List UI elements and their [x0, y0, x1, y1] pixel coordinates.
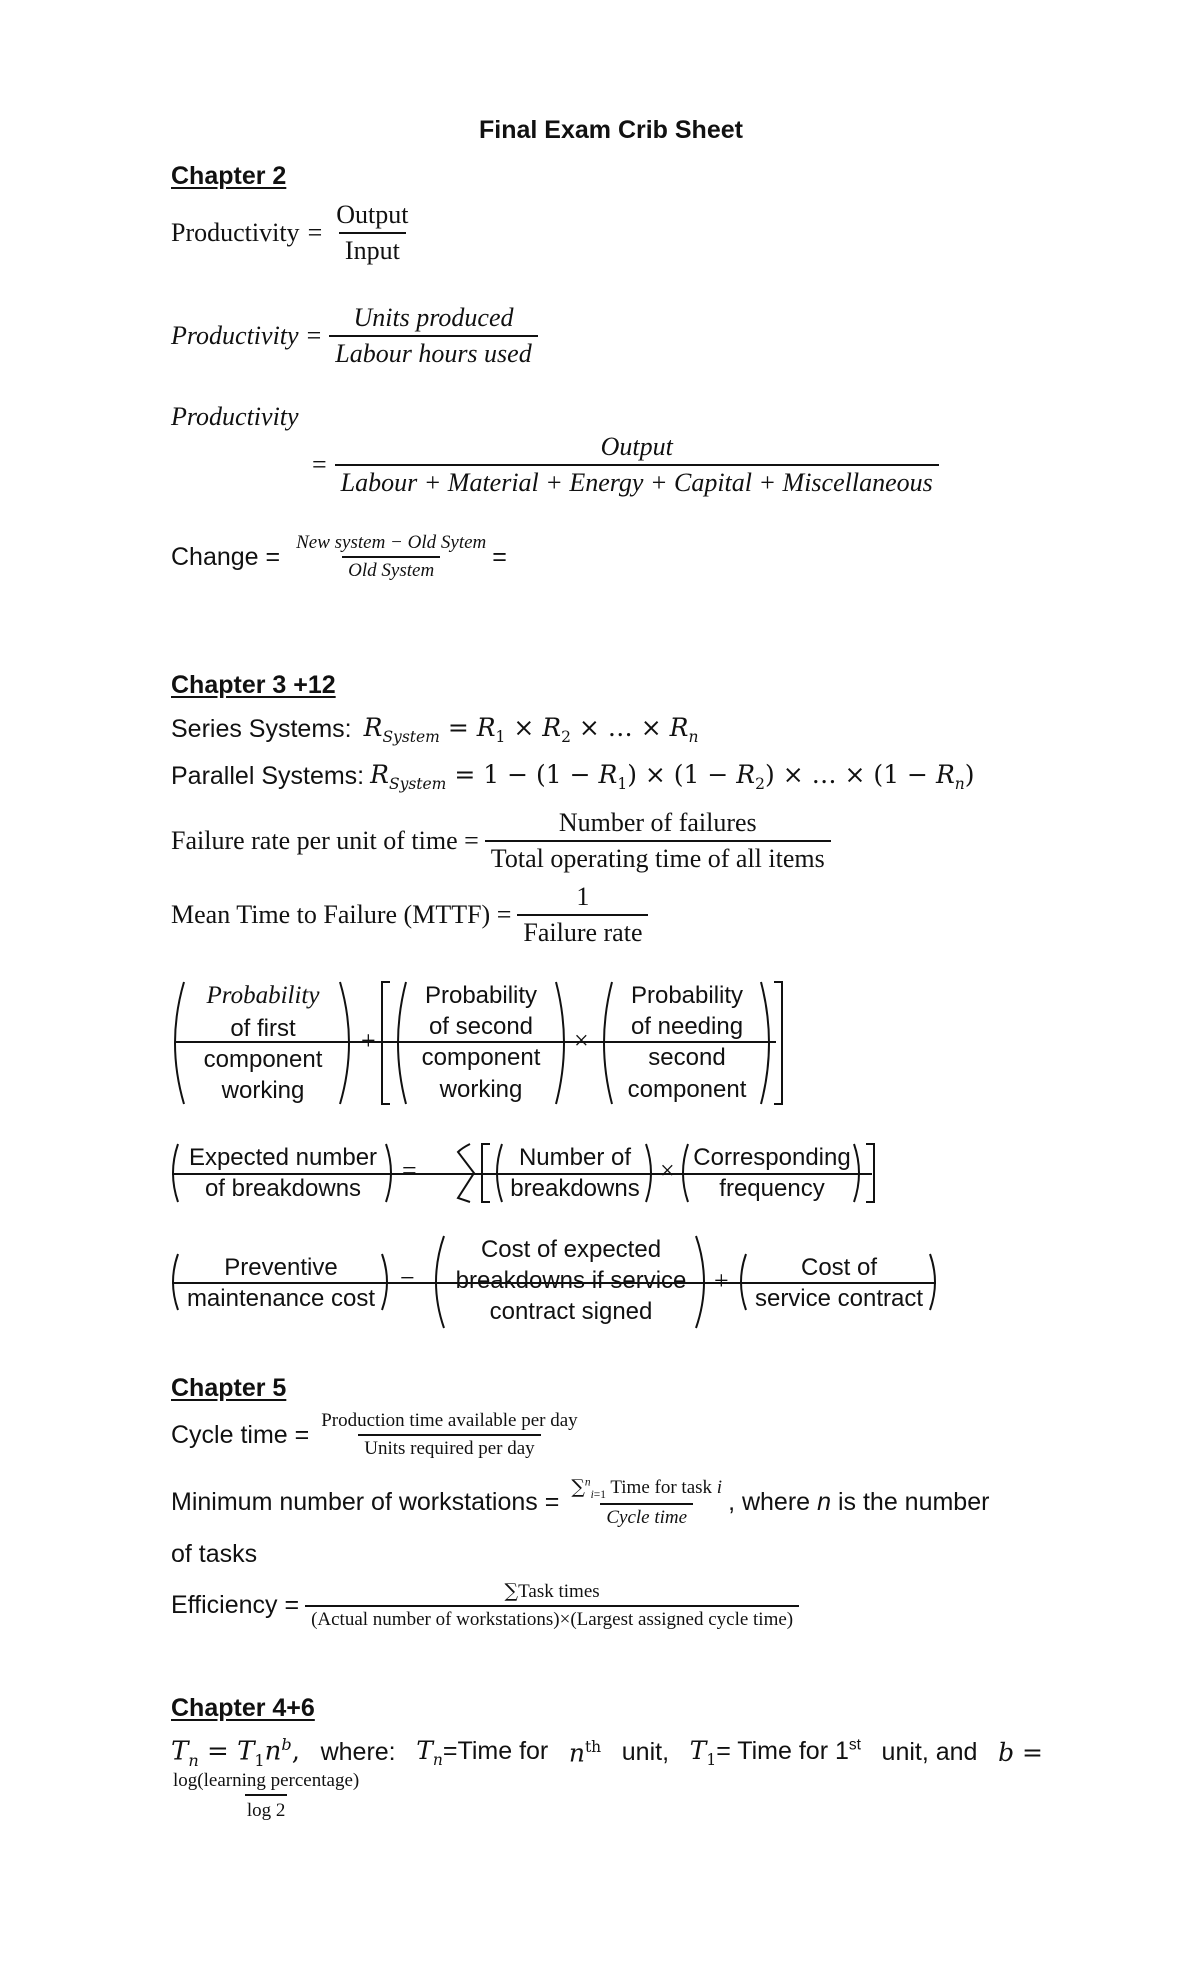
definition-text: =Time for: [442, 1736, 549, 1765]
definition-text: = Time for 1: [716, 1736, 849, 1765]
block-line: component: [203, 1045, 323, 1073]
expected-breakdowns-formula: [168, 1140, 888, 1206]
formula-label: Series Systems:: [171, 715, 352, 743]
fraction-denominator: Labour hours used: [329, 335, 537, 369]
productivity-formula-1: Productivity = $\frac{\text{Output}}{\text{Input}}$: [171, 200, 414, 266]
formula-label: Productivity: [171, 218, 300, 247]
block-line: second: [648, 1044, 726, 1072]
fraction-denominator: Labour + Material + Energy + Capital + Miscellaneous: [335, 464, 939, 498]
productivity-formula-3: = $\frac{\text{Output}}{\text{Labour + Material + Energy + Capital + Miscellaneous}}$: [312, 432, 939, 498]
block-line: frequency: [719, 1175, 825, 1203]
formula-label: Change =: [171, 542, 281, 571]
productivity-formula-3-label: Productivity: [171, 402, 299, 431]
block-line: Number of: [518, 1144, 632, 1171]
block-line: of breakdowns: [204, 1175, 362, 1203]
formula-tail: , where: [728, 1487, 811, 1516]
formula-label: Minimum number of workstations =: [171, 1487, 560, 1516]
block-line: Corresponding: [693, 1144, 851, 1171]
block-line: of second: [428, 1013, 534, 1041]
productivity-formula-2: Productivity = $\frac{\text{Units produced}}{\text{Labour hours used}}$: [171, 303, 538, 369]
fraction-denominator: Total operating time of all items: [485, 840, 831, 874]
formula-label: Parallel Systems:: [171, 762, 365, 790]
equals-sign: =: [402, 1156, 417, 1185]
fraction-numerator: New system − Old Sytem: [296, 532, 487, 553]
block-line: working: [439, 1075, 523, 1103]
formula-label: Failure rate per unit of time =: [171, 826, 479, 855]
block-line: maintenance cost: [186, 1285, 376, 1313]
mttf-formula: [171, 882, 648, 948]
failure-rate-formula: [171, 808, 831, 874]
backup-probability-formula: [168, 978, 788, 1108]
chapter-3-heading: Chapter 3 +12: [171, 671, 336, 699]
formula-label: Cycle time =: [171, 1420, 310, 1449]
fraction-numerator: Output: [600, 432, 673, 461]
fraction-numerator: Production time available per day: [321, 1410, 578, 1431]
block-line: breakdowns: [510, 1175, 640, 1203]
fraction-denominator: (Actual number of workstations)×(Largest assigned cycle time): [305, 1605, 799, 1631]
equals-sign: =: [400, 1266, 415, 1295]
numerator-text: Task times: [518, 1581, 600, 1602]
block-line: contract signed: [489, 1298, 653, 1326]
block-line: Probability: [424, 982, 538, 1009]
cycle-time-formula: [171, 1410, 584, 1460]
fraction-denominator: Units required per day: [358, 1434, 540, 1460]
block-line: Expected number: [188, 1144, 378, 1171]
fraction-denominator: Cycle time: [600, 1503, 693, 1529]
times-sign: ×: [574, 1026, 589, 1055]
change-formula: [171, 532, 507, 582]
fraction-denominator: log 2: [245, 1794, 288, 1822]
min-workstations-continuation: of tasks: [171, 1540, 258, 1568]
block-line: Probability: [206, 982, 320, 1009]
plus-sign: +: [714, 1266, 729, 1295]
block-line: Cost of: [800, 1254, 878, 1281]
parallel-systems-formula: Parallel Systems: $R_{System} = 1 - (1 - R_1) \times (1 - R_2)$ × … × $(1 - R_n)$: [171, 760, 975, 793]
fraction-numerator: Number of failures: [558, 808, 757, 837]
block-line: component: [627, 1075, 747, 1103]
block-line: Cost of expected: [480, 1236, 662, 1263]
block-line: Probability: [630, 982, 744, 1009]
block-line: of needing: [630, 1013, 744, 1041]
block-line: component: [421, 1044, 541, 1072]
formula-tail: =: [492, 542, 507, 571]
expected-cost-block: [446, 1234, 696, 1328]
fraction-numerator: log(learning percentage): [173, 1770, 360, 1791]
first-component-block: [188, 980, 338, 1106]
numerator-text: Time for task: [610, 1477, 713, 1498]
series-systems-formula: Series Systems: $R_{System} = R_1 \times R_2$ × … × $R_n$: [171, 713, 699, 746]
preventive-maintenance-formula: [168, 1232, 948, 1332]
block-line: of first: [230, 1014, 296, 1042]
fraction-denominator: Input: [339, 232, 406, 266]
fraction-rule: [172, 1173, 872, 1175]
times-sign: ×: [660, 1156, 675, 1185]
plus-sign: +: [361, 1026, 376, 1055]
definition-text: unit,: [621, 1737, 670, 1766]
formula-label: Productivity: [171, 321, 299, 350]
block-line: breakdowns if service: [455, 1267, 687, 1295]
chapter-2-heading: Chapter 2: [171, 162, 287, 190]
fraction-numerator: Output: [336, 200, 409, 229]
fraction-denominator: Old System: [342, 556, 440, 582]
fraction-numerator: ∑Task times: [504, 1580, 600, 1602]
formula-label: Efficiency =: [171, 1591, 300, 1619]
formula-tail: is the number: [837, 1487, 990, 1516]
definition-text: unit, and: [881, 1737, 978, 1766]
fraction-numerator: ∑$^n_{i=1}$ Time for task i: [571, 1476, 723, 1501]
block-line: Preventive: [224, 1254, 338, 1281]
chapter-4-6-heading: Chapter 4+6: [171, 1694, 315, 1722]
efficiency-formula: [171, 1580, 799, 1631]
min-workstations-formula: Minimum number of workstations = $\frac{\sum^n_{i=1} Time for task i}{\text{Cycle time}}$ , where n is the number: [171, 1476, 990, 1528]
chapter-5-heading: Chapter 5: [171, 1374, 287, 1402]
page-title: Final Exam Crib Sheet: [479, 116, 743, 144]
where-label: where:: [320, 1737, 396, 1766]
fraction-denominator: Failure rate: [517, 914, 648, 948]
fraction-rule: [176, 1041, 776, 1043]
block-line: working: [221, 1076, 305, 1104]
learning-exponent-fraction: [171, 1770, 361, 1822]
formula-label: Mean Time to Failure (MTTF) =: [171, 900, 512, 929]
fraction-numerator: 1: [576, 882, 590, 911]
fraction-rule: [172, 1282, 936, 1284]
block-line: service contract: [754, 1285, 924, 1313]
learning-curve-formula: $T_n = T_1n^b$, where: $T_n=Time$ for $n^{th}$ unit, $T_1=$ Time for 1st unit, and b =: [171, 1735, 1043, 1770]
fraction-numerator: Units produced: [353, 303, 514, 332]
